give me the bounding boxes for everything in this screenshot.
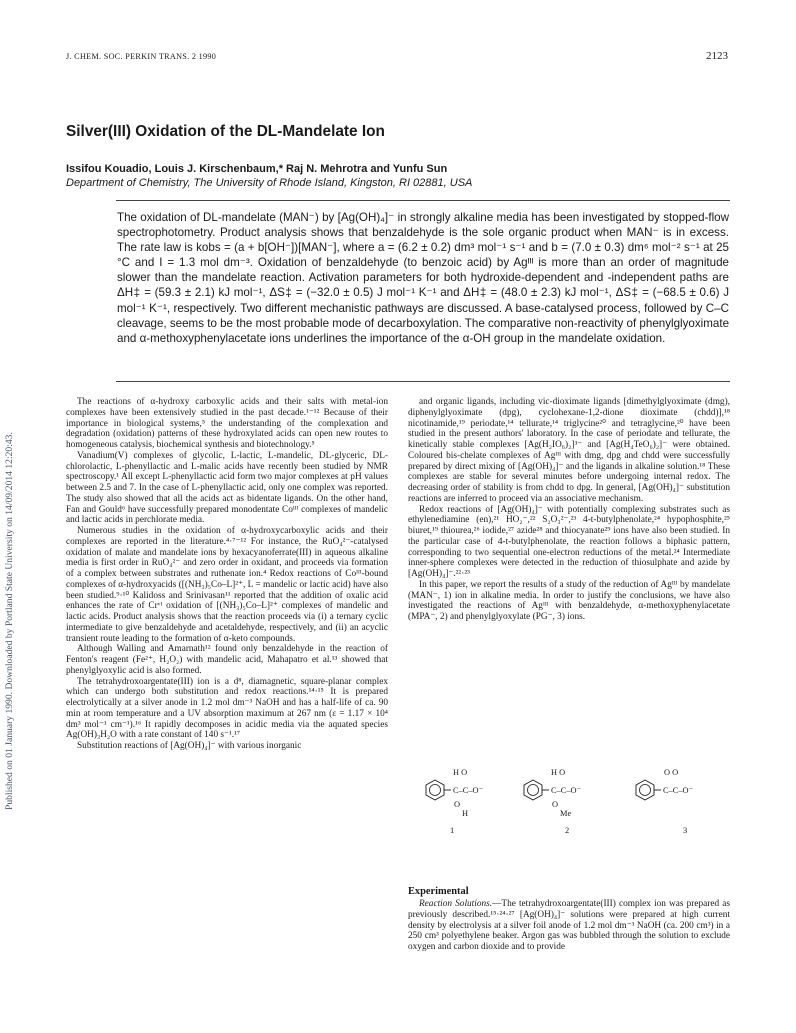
paragraph-text: —The tetrahydroxoargentate(III) complex ion was prepared as previously described.¹⁵·²⁴·²⁷ [Ag(OH)₄]⁻ solutions were prepared at high current density by electrolysis at a silver foil anode of 1.2 mol dm⁻³ NaOH (ca. 200 cm³) in a 250 cm³ polyethylene beaker. Argon gas was bubbled through the solution to exclude oxygen and carbon dioxide and to provide xyxy=(408,899,730,952)
watermark-text: Published on 01 January 1990. Downloaded by Portland State University on 14/09/2014 12:20:43. xyxy=(4,432,15,810)
atom-label: O xyxy=(454,800,461,809)
atom-label: C–C–O⁻ xyxy=(663,786,694,795)
left-column xyxy=(66,397,388,752)
run-in-heading: Reaction Solutions. xyxy=(419,899,493,909)
download-watermark xyxy=(2,170,18,810)
abstract: The oxidation of DL-mandelate (MAN⁻) by [Ag(OH)₄]⁻ in strongly alkaline media has been investigated by stopped-flow spectrophotometry. Product analysis shows that benzaldehyde is the sole organic product when MAN⁻ is in excess. The rate law is kobs = (a + b[OH⁻])[MAN⁻], where a = (6.2 ± 0.2) dm³ mol⁻¹ s⁻¹ and b = (7.0 ± 0.3) dm⁶ mol⁻² s⁻¹ at 25 °C and I = 1.3 mol dm⁻³. Oxidation of benzaldehyde (to benzoic acid) by Agᴵᴵᴵ is more than an order of magnitude slower than the mandelate reaction. Activation parameters for both hydroxide-dependent and -independent paths are ΔH‡ = (59.3 ± 2.1) kJ mol⁻¹, ΔS‡ = (−32.0 ± 0.5) J mol⁻¹ K⁻¹ and ΔH‡ = (48.0 ± 2.3) kJ mol⁻¹, ΔS‡ = (−68.5 ± 0.6) J mol⁻¹ K⁻¹, respectively. Two different mechanistic pathways are discussed. A base-catalysed process, followed by C–C cleavage, seems to be the most probable mode of decarboxylation. The comparative non-reactivity of phenylglyoximate and α-methoxyphenylacetate ions underlines the importance of the α-OH group in the mandelate oxidation. xyxy=(117,211,730,345)
abstract-rule-bottom xyxy=(116,381,730,382)
affiliation: Department of Chemistry, The University of Rhode Island, Kingston, RI 02881, USA xyxy=(66,177,473,189)
atom-label: H O xyxy=(453,768,468,777)
experimental-section xyxy=(408,899,730,953)
chemical-structures xyxy=(408,767,730,835)
paragraph: The tetrahydroxoargentate(III) ion is a d⁸, diamagnetic, square-planar complex which can undergo both substitution and redox reactions.¹⁴·¹⁵ It is prepared electrolytically at a silver anode in 1.2 mol dm⁻³ NaOH and has a half-life of ca. 90 min at room temperature and a UV absorption maximum at 267 nm (ε = 1.17 × 10⁴ dm³ mol⁻¹ cm⁻¹).¹⁶ It rapidly decomposes in acidic media via the aquated species Ag(OH)₃H₂O with a rate constant of 140 s⁻¹.¹⁷ xyxy=(66,676,388,741)
atom-label: O xyxy=(552,800,559,809)
atom-label: H xyxy=(462,809,469,818)
paragraph: In this paper, we report the results of a study of the reduction of Agᴵᴵᴵ by mandelate (MAN⁻, 1) ion in alkaline media. In order to justify the conclusions, we have also investigated the reactions of Agᴵᴵᴵ with benzaldehyde, α-methoxyphenylacetate (MPA⁻, 2) and phenylglyoxylate (PG⁻, 3) ions. xyxy=(408,579,730,622)
benzene-ring-1 xyxy=(426,780,444,800)
paragraph: Although Walling and Amarnath¹² found only benzaldehyde in the reaction of Fenton's reagent (Fe²⁺, H₂O₂) with mandelic acid, Mahapatro et al.¹³ showed that phenylglyoxylic acid is also formed. xyxy=(66,644,388,676)
paragraph xyxy=(408,899,730,953)
compound-number: 1 xyxy=(450,826,455,835)
atom-label: C–C–O⁻ xyxy=(551,786,582,795)
abstract-rule-top xyxy=(116,200,730,201)
paragraph: Substitution reactions of [Ag(OH)₄]⁻ with various inorganic xyxy=(77,741,302,751)
paragraph: and organic ligands, including vic-dioximate ligands [dimethylglyoximate (dmg), diphenylglyoximate (dpg), cyclohexane-1,2-dione dioximate (chdd)],¹⁸ nicotinamide,¹⁹ periodate,¹⁴ tellurate,¹⁴ triglycine²⁰ and tetraglycine,²⁰ have been studied in the present authors' laboratory. In the case of periodate and tellurate, the kinetically stable complexes [Ag(H₂IO₆)₂]³⁻ and [Ag(H₄TeO₆)₂]⁻ were obtained. Coloured bis-chelate complexes of Agᴵᴵᴵ with dmg, dpg and chdd were successfully prepared by direct mixing of [Ag(OH)₄]⁻ and the ligands in alkaline solution.¹⁸ These complexes are stable for several minutes before undergoing internal redox. The decreasing order of stability is from chdd to dpg. In general, [Ag(OH)₄]⁻ substitution reactions are inferred to proceed via an associative mechanism. xyxy=(408,397,730,504)
compound-number: 2 xyxy=(565,826,570,835)
author-list: Issifou Kouadio, Louis J. Kirschenbaum,* Raj N. Mehrotra and Yunfu Sun xyxy=(66,163,448,175)
structure-3 xyxy=(636,768,693,835)
section-heading: Experimental xyxy=(408,886,469,897)
benzene-ring-3 xyxy=(636,780,654,800)
paragraph: Redox reactions of [Ag(OH)₄]⁻ with potentially complexing substrates such as ethylenediamine (en),²¹ HO₂⁻,²² S₂O₃²⁻,²³ 4-t-butylphenolate,²⁴ hypophosphite,²⁵ biuret,¹⁹ thiourea,²⁶ iodide,²⁷ azide²⁸ and thiocyanate²⁹ ions have also been studied. In the particular case of 4-t-butylphenolate, the reaction follows a biphasic pattern, corresponding to two sequential one-electron reductions of the metal.²⁴ Intermediate inner-sphere complexes were detected in the reduction of thiosulphate and azide by [Ag(OH)₄]⁻.²²·²³ xyxy=(408,504,730,579)
atom-label: O O xyxy=(664,768,679,777)
aromatic-circle-1 xyxy=(430,785,441,796)
atom-label: H O xyxy=(551,768,566,777)
right-column xyxy=(408,397,730,623)
aromatic-circle-3 xyxy=(640,785,651,796)
paragraph: The reactions of α-hydroxy carboxylic acids and their salts with metal-ion complexes have been extensively studied in the past decade.¹⁻¹² Because of their importance in biological systems,⁵ the understanding of the complexation and degradation (oxidation) patterns of these hydroxylated acids can open new routes to homogeneous catalysis, biochemical synthesis and biotechnology.⁵ xyxy=(66,397,388,450)
paragraph: Numerous studies in the oxidation of α-hydroxycarboxylic acids and their complexes are reported in the literature.⁴·⁷⁻¹² For instance, the RuO₄²⁻-catalysed oxidation of malate and mandelate ions by hexacyanoferrate(III) in aqueous alkaline media is first order in RuO₄²⁻ and zero order in oxidant, and proceeds via formation of a complex between substrates and ruthenate ion.⁴ Redox reactions of Coᴵᴵᴵ-bound complexes of α-hydroxyacids ([(NH₃)₅Co–L]²⁺, L = mandelic or lactic acid) have also been studied.⁹·¹⁰ Kalidoss and Srinivasan¹¹ reported that the addition of oxalic acid enhances the rate of Crᵛᴵ oxidation of [(NH₃)₅Co–L]²⁺ complexes of mandelic and lactic acids. Product analysis shows that the reaction proceeds via (i) a ternary cyclic intermediate to give benzaldehyde and acetaldehyde, respectively, and (ii) an acyclic transient route leading to the formation of α-keto compounds. xyxy=(66,526,388,644)
compound-number: 3 xyxy=(683,826,688,835)
benzene-ring-2 xyxy=(524,780,542,800)
journal-header: J. CHEM. SOC. PERKIN TRANS. 2 1990 xyxy=(66,52,217,61)
atom-label: C–C–O⁻ xyxy=(453,786,484,795)
paragraph: Vanadium(V) complexes of glycolic, L-lactic, L-mandelic, DL-glyceric, DL-chlorolactic, L-phenyllactic and L-malic acids have recently been studied by NMR spectroscopy.¹ All except L-phenyllactic acid form two major complexes at pH values between 2.5 and 7. In the case of L-phenyllactic acid, only one complex was reported. The study also showed that all the acids act as bidentate ligands. On the other hand, Fan and Gould⁶ have successfully prepared monodentate Coᴵᴵᴵ complexes of mandelic and lactic acids in perchlorate media. xyxy=(66,450,388,526)
page-number: 2123 xyxy=(706,50,728,62)
aromatic-circle-2 xyxy=(528,785,539,796)
atom-label: Me xyxy=(560,809,572,818)
structure-1 xyxy=(426,768,483,835)
structure-2 xyxy=(524,768,581,835)
article-title: Silver(III) Oxidation of the DL-Mandelate Ion xyxy=(66,123,385,140)
